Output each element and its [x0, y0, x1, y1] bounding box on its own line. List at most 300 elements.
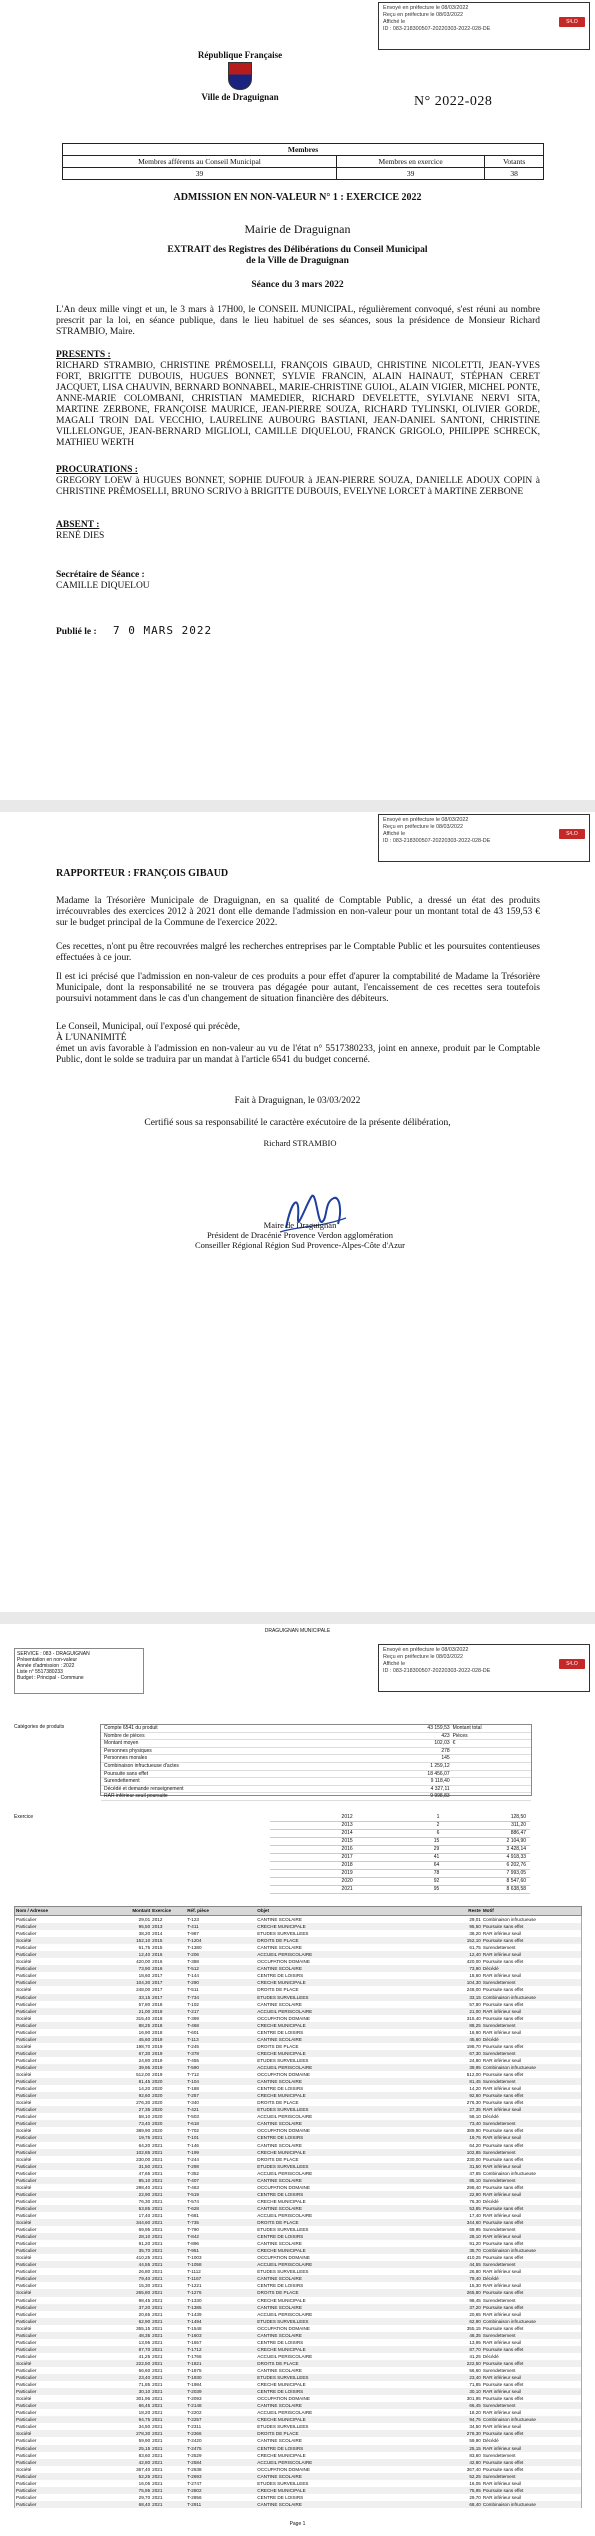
table-cell: T-298 [187, 2163, 199, 2169]
table-cell: 265,80 [466, 2290, 481, 2296]
top-reference: DRAGUIGNAN MUNICIPALE [264, 1628, 331, 1634]
year-cell: 2014 [341, 1830, 353, 1836]
table-cell: Particulier [16, 2114, 37, 2120]
year-cell: 95 [433, 1886, 440, 1892]
table-cell: T-399 [187, 2015, 199, 2021]
year-row [270, 1814, 530, 1822]
year-cell: 29 [433, 1846, 440, 1852]
table-cell: 48,35 [469, 2332, 481, 2338]
table-cell: CENTRE DE LOISIRS [257, 2135, 304, 2141]
table-cell: T-421 [187, 2107, 199, 2113]
table-cell: Décédé [482, 2438, 499, 2444]
table-cell: T-1821 [187, 2360, 202, 2366]
table-cell: OCCUPATION DOMAINE [257, 2325, 310, 2331]
table-cell: 56,60 [469, 2368, 481, 2373]
table-cell: 61,75 [138, 1945, 151, 1951]
table-cell: 2020 [152, 2093, 163, 2099]
table-cell: T-123 [187, 1917, 199, 1922]
table-cell: Particulier [16, 2234, 37, 2240]
table-cell: Particulier [16, 2170, 37, 2176]
summary-cell: Nombre de pièces [104, 1732, 145, 1739]
table-cell: 30,10 [469, 2389, 481, 2395]
grid-header [14, 1906, 582, 1916]
table-cell: 21,00 [138, 2008, 151, 2014]
table-cell: T-735 [187, 2220, 199, 2226]
table-cell: CRECHE MUNICIPALE [257, 2198, 306, 2204]
table-cell: 222,50 [466, 2360, 481, 2366]
table-cell: DROITS DE PLACE [257, 2043, 299, 2049]
table-cell: OCCUPATION DOMAINE [257, 1959, 310, 1965]
table-row [14, 2184, 582, 2191]
table-cell: 47,65 [469, 2170, 481, 2176]
table-cell: 64,20 [138, 2142, 151, 2148]
table-cell: 2021 [152, 2234, 163, 2240]
table-cell: ETUDES SURVEILLEES [257, 2163, 309, 2169]
table-cell: Particulier [16, 1924, 37, 1930]
table-cell: ACCUEIL PERISCOLAIRE [257, 2262, 313, 2268]
summary-cell: Montant moyen [104, 1740, 139, 1747]
table-cell: 2020 [152, 2107, 163, 2113]
table-cell: Combinaison infructueuse [482, 1917, 536, 1922]
table-cell: ETUDES SURVEILLEES [257, 2227, 309, 2233]
stamp-line: Envoyé en préfecture le 08/03/2022 [383, 5, 469, 11]
table-cell: OCCUPATION DOMAINE [257, 2466, 310, 2472]
table-cell: T-2529 [187, 2452, 202, 2458]
intro-paragraph: L'An deux mille vingt et un, le 3 mars à 17H00, le CONSEIL MUNICIPAL, régulièrement convoqué, s'est réuni au nombre prescrit par la loi, en séance publique, dans le lieu habituel de ses séances, sous la présidence de Monsieur Richard STRAMBIO, Maire. [56, 305, 540, 337]
table-cell: 17,40 [469, 2212, 481, 2218]
summary-label: Catégories de produits [14, 1724, 65, 1730]
table-cell: T-2856 [187, 2494, 202, 2500]
table-cell: Particulier [16, 2339, 37, 2345]
column-header: Montant [132, 1908, 151, 1913]
table-cell: CENTRE DE LOISIRS [257, 2339, 304, 2345]
table-cell: Surendettement [482, 2403, 516, 2409]
table-cell: 2021 [152, 2396, 163, 2402]
table-cell: 34,50 [469, 2424, 481, 2430]
document-title: ADMISSION EN NON-VALEUR N° 1 : EXERCICE 2022 [173, 192, 422, 203]
table-cell: 198,70 [136, 2043, 151, 2049]
table-row [14, 2289, 582, 2296]
summary-cell: 102,03 [434, 1740, 450, 1747]
table-cell: Poursuite sans effet [482, 2487, 524, 2493]
table-cell: 16,90 [469, 2029, 481, 2035]
table-cell: 2018 [152, 2029, 163, 2035]
signatory-titles [180, 1220, 420, 1250]
table-cell: Particulier [16, 2353, 37, 2359]
year-row [270, 1838, 530, 1846]
summary-cell: 423 [441, 1732, 450, 1739]
table-cell: 2021 [152, 2368, 163, 2373]
table-cell: 278,30 [466, 2431, 481, 2437]
table-cell: Particulier [16, 2212, 37, 2218]
table-row [14, 1951, 582, 1958]
table-cell: 83,60 [138, 2452, 151, 2458]
table-cell: 2021 [152, 2466, 163, 2472]
table-cell: 79,40 [138, 2276, 151, 2282]
table-cell: Poursuite sans effet [482, 2100, 524, 2106]
table-cell: Particulier [16, 2093, 37, 2099]
extrait-line: EXTRAIT des Registres des Délibérations du Conseil Municipal [167, 245, 428, 255]
procurations-list: GREGORY LOEW à HUGUES BONNET, SOPHIE DUFOUR à JEAN-PIERRE SOUZA, DANIELLE ADOUX COPIN à CHRISTINE PRÉMOSELLI, BRUNO SCRIVO à BRIGITTE DUBOUIS, EVELYNE LORCET à MARTINE ZERBONE [56, 476, 540, 497]
table-cell: Particulier [16, 2382, 37, 2388]
table-row [14, 2022, 582, 2029]
table-cell: Particulier [16, 2198, 37, 2204]
table-cell: T-601 [187, 2029, 199, 2035]
year-cell: 15 [433, 1838, 440, 1844]
table-cell: 512,00 [136, 2072, 151, 2078]
table-cell: 2021 [152, 2205, 163, 2211]
table-cell: 19,75 [138, 2135, 151, 2141]
table-cell: T-468 [187, 2022, 199, 2028]
table-cell: Particulier [16, 2375, 37, 2381]
table-cell: 30,10 [138, 2389, 151, 2395]
table-cell: T-2366 [187, 2431, 202, 2437]
year-cell: 7 993,05 [506, 1870, 527, 1876]
table-cell: RAR inférieur seuil [482, 2086, 522, 2092]
publie-date-stamp: 7 0 MARS 2022 [113, 624, 213, 637]
table-cell: 2020 [152, 2114, 163, 2120]
table-cell: Particulier [16, 1980, 37, 1986]
table-cell: CENTRE DE LOISIRS [257, 1973, 304, 1979]
table-cell: Surendettement [482, 2332, 516, 2338]
table-row [14, 2304, 582, 2311]
members-value: 39 [336, 168, 484, 180]
table-cell: T-681 [187, 2212, 199, 2218]
table-cell: RAR inférieur seuil [482, 2057, 522, 2063]
table-cell: T-618 [187, 2121, 199, 2127]
table-cell: 2020 [152, 2100, 163, 2106]
table-row [14, 1972, 582, 1979]
table-cell: T-2911 [187, 2501, 202, 2507]
table-cell: T-1984 [187, 2382, 202, 2388]
table-row [14, 2325, 582, 2332]
table-row [14, 2282, 582, 2289]
table-cell: T-1657 [187, 2339, 202, 2345]
signatory-title: Maire de Draguignan [263, 1220, 337, 1230]
table-cell: 23,40 [138, 2375, 151, 2381]
year-row [270, 1878, 530, 1886]
table-cell: ACCUEIL PERISCOLAIRE [257, 2008, 313, 2014]
table-cell: Surendettement [482, 2473, 516, 2479]
table-cell: 2021 [152, 2431, 163, 2437]
table-cell: CANTINE SCOLAIRE [257, 2177, 302, 2183]
table-cell: 344,60 [466, 2220, 481, 2226]
table-cell: 73,90 [469, 1966, 481, 1972]
table-cell: 39,95 [469, 2064, 481, 2070]
table-cell: T-1167 [187, 2276, 202, 2282]
year-row [270, 1854, 530, 1862]
summary-row [101, 1733, 531, 1741]
table-cell: Combinaison infructueuse [482, 2501, 536, 2507]
table-cell: DROITS DE PLACE [257, 2290, 299, 2296]
year-row [270, 1822, 530, 1830]
table-cell: Particulier [16, 1917, 37, 1922]
table-cell: 2020 [152, 2128, 163, 2134]
table-row [14, 2409, 582, 2416]
table-row [14, 1930, 582, 1937]
table-cell: Particulier [16, 2064, 37, 2070]
table-cell: DROITS DE PLACE [257, 1938, 299, 1944]
table-cell: T-1439 [187, 2311, 202, 2317]
table-row [14, 2029, 582, 2036]
prefecture-stamp [378, 2, 590, 50]
table-cell: 2021 [152, 2487, 163, 2493]
slo-badge: S²LO [559, 1659, 585, 1669]
table-cell: 389,90 [466, 2128, 481, 2134]
table-cell: 61,75 [469, 1945, 481, 1951]
table-cell: Société [16, 2255, 32, 2261]
service-line: SERVICE : 083 - DRAGUIGNAN [17, 1651, 90, 1657]
table-cell: Poursuite sans effet [482, 2093, 524, 2099]
stamp-line: Envoyé en préfecture le 08/03/2022 [383, 817, 469, 823]
table-cell: T-1548 [187, 2325, 202, 2331]
table-cell: 34,50 [138, 2424, 151, 2430]
table-cell: 420,00 [466, 1959, 481, 1965]
table-cell: 2021 [152, 2220, 163, 2226]
table-cell: 53,85 [138, 2205, 151, 2211]
table-cell: ETUDES SURVEILLEES [257, 1994, 309, 2000]
table-cell: Surendettement [482, 2177, 516, 2183]
table-row [14, 2142, 582, 2149]
table-cell: RAR inférieur seuil [482, 2283, 522, 2289]
paragraph-4: Le Conseil, Municipal, ouï l'exposé qui précède, [56, 1022, 241, 1032]
table-cell: RAR inférieur seuil [482, 2135, 522, 2141]
table-cell: 31,50 [469, 2163, 481, 2169]
table-cell: CENTRE DE LOISIRS [257, 2191, 304, 2197]
table-cell: 98,45 [469, 2297, 481, 2303]
members-col-header: Membres afférents au Conseil Municipal [63, 156, 337, 168]
table-cell: 56,60 [138, 2368, 151, 2373]
table-cell: T-257 [187, 2093, 199, 2099]
table-row [14, 2233, 582, 2240]
table-cell: 15,30 [469, 2283, 481, 2289]
table-cell: Particulier [16, 2241, 37, 2247]
table-cell: 2021 [152, 2438, 163, 2444]
table-cell: 2019 [152, 2043, 163, 2049]
table-cell: 27,35 [138, 2107, 151, 2113]
table-cell: DROITS DE PLACE [257, 2431, 299, 2437]
table-cell: T-2311 [187, 2424, 202, 2430]
table-row [14, 2078, 582, 2085]
table-cell: 44,55 [469, 2262, 481, 2268]
table-cell: T-2148 [187, 2403, 202, 2409]
table-cell: T-104 [187, 2079, 199, 2085]
table-cell: 21,00 [469, 2008, 481, 2014]
table-cell: 355,15 [136, 2325, 151, 2331]
table-cell: 58,10 [138, 2114, 151, 2120]
table-cell: 2018 [152, 2001, 163, 2007]
table-cell: 41,25 [469, 2353, 481, 2359]
year-cell: 2 104,90 [506, 1838, 527, 1844]
paragraph-5: émet un avis favorable à l'admission en non-valeur au vu de l'état n° 5517380233, joint en annexe, produit par le Comptable Public, dont le solde se traduira par un mandat à l'article 6541 du budget concerné. [56, 1044, 540, 1065]
table-row [14, 2113, 582, 2120]
summary-cell [450, 1786, 531, 1793]
presents-label: PRESENTS : [56, 350, 111, 360]
table-cell: CANTINE SCOLAIRE [257, 2142, 302, 2148]
table-cell: Surendettement [482, 2452, 516, 2458]
year-cell: 8 638,58 [506, 1886, 527, 1892]
table-cell: 2021 [152, 2170, 163, 2176]
table-cell: T-463 [187, 2184, 199, 2190]
table-cell: 95,50 [138, 1924, 151, 1930]
table-cell: T-1204 [187, 1938, 202, 1944]
table-cell: DROITS DE PLACE [257, 2220, 299, 2226]
table-cell: Poursuite sans effet [482, 2156, 524, 2162]
table-cell: CRECHE MUNICIPALE [257, 1924, 306, 1930]
column-header: Objet [257, 1908, 269, 1913]
table-cell: 14,20 [138, 2086, 151, 2092]
table-cell: ACCUEIL PERISCOLAIRE [257, 2212, 313, 2218]
table-cell: Poursuite sans effet [482, 2431, 524, 2437]
table-cell: Poursuite sans effet [482, 2304, 524, 2310]
table-cell: Société [16, 2290, 32, 2296]
table-cell: 73,40 [469, 2121, 481, 2127]
table-cell: 15,30 [138, 2283, 151, 2289]
table-cell: 102,85 [466, 2149, 481, 2155]
year-cell: 2019 [341, 1870, 353, 1876]
stamp-line: Envoyé en préfecture le 08/03/2022 [383, 1647, 469, 1653]
table-cell: CENTRE DE LOISIRS [257, 2234, 304, 2240]
table-cell: 31,50 [138, 2163, 151, 2169]
table-cell: Particulier [16, 2029, 37, 2035]
table-cell: RAR inférieur seuil [482, 2191, 522, 2197]
table-cell: 67,30 [138, 2050, 151, 2056]
table-cell: 2021 [152, 2212, 163, 2218]
table-cell: 26,80 [469, 2269, 481, 2275]
summary-cell: 4 327,11 [430, 1785, 450, 1792]
table-cell: Particulier [16, 2050, 37, 2056]
table-cell: 47,65 [138, 2170, 151, 2176]
table-cell: CANTINE SCOLAIRE [257, 2036, 302, 2042]
table-cell: CENTRE DE LOISIRS [257, 2389, 304, 2395]
table-cell: CANTINE SCOLAIRE [257, 2241, 302, 2247]
table-cell: Combinaison infructueuse [482, 2170, 536, 2176]
table-cell: Particulier [16, 2297, 37, 2303]
table-cell: T-2420 [187, 2438, 202, 2444]
year-cell: 2016 [341, 1846, 353, 1852]
table-cell: T-951 [187, 2248, 199, 2254]
table-cell: Particulier [16, 1966, 37, 1972]
stamp-line: Reçu en préfecture le 08/03/2022 [383, 824, 464, 830]
table-cell: Particulier [16, 2304, 37, 2310]
table-row [14, 1944, 582, 1951]
table-cell: 2021 [152, 2417, 163, 2423]
table-cell: Particulier [16, 2248, 37, 2254]
table-row [14, 1937, 582, 1944]
table-cell: Poursuite sans effet [482, 2142, 524, 2148]
year-row [270, 1862, 530, 1870]
table-cell: T-378 [187, 2050, 199, 2056]
table-cell: Particulier [16, 2368, 37, 2373]
table-cell: Surendettement [482, 2368, 516, 2373]
prefecture-stamp [378, 814, 590, 862]
table-cell: 102,85 [136, 2149, 151, 2155]
table-cell: 75,95 [469, 2487, 481, 2493]
table-cell: 410,25 [466, 2255, 481, 2261]
table-cell: 29,70 [469, 2494, 481, 2500]
city-label: Ville de Draguignan [201, 92, 279, 102]
summary-cell: Combinaison infructueuse d'actes [104, 1762, 179, 1769]
year-cell: 1 [436, 1814, 440, 1820]
deliberation-number: N° 2022-028 [414, 94, 493, 109]
table-cell: 13,95 [469, 2339, 481, 2345]
table-row [14, 2311, 582, 2318]
table-row [14, 2437, 582, 2444]
table-cell: Particulier [16, 2107, 37, 2113]
table-cell: 85,10 [138, 2177, 151, 2183]
table-cell: 88,25 [469, 2022, 481, 2028]
summary-row [101, 1778, 531, 1786]
table-row [14, 2050, 582, 2057]
table-cell: T-2747 [187, 2480, 202, 2486]
publie-label: Publié le : [56, 627, 97, 637]
table-cell: T-2202 [187, 2410, 202, 2416]
table-cell: RAR inférieur seuil [482, 2234, 522, 2240]
table-cell: Surendettement [482, 2297, 516, 2303]
table-cell: 315,40 [136, 2015, 151, 2021]
table-cell: 2021 [152, 2269, 163, 2275]
table-cell: Particulier [16, 2121, 37, 2127]
table-cell: 230,00 [466, 2156, 481, 2162]
table-cell: 35,70 [469, 2248, 481, 2254]
table-row [14, 2163, 582, 2170]
table-row [14, 2430, 582, 2437]
table-cell: T-340 [187, 2100, 199, 2106]
table-cell: 2014 [152, 1931, 163, 1937]
table-cell: 2016 [152, 1959, 163, 1965]
summary-row [101, 1771, 531, 1779]
table-cell: 81,45 [469, 2079, 481, 2085]
members-value: 38 [485, 168, 544, 180]
table-cell: 94,75 [138, 2417, 151, 2423]
members-table [62, 143, 544, 180]
table-cell: 16,05 [138, 2480, 151, 2486]
letterhead [180, 50, 300, 102]
table-cell: T-455 [187, 2057, 199, 2063]
table-cell: 20,65 [469, 2311, 481, 2317]
table-cell: 2019 [152, 2050, 163, 2056]
table-cell: 2018 [152, 2015, 163, 2021]
signatory-title: Président de Dracénie Provence Verdon agglomération [206, 1230, 394, 1240]
table-cell: CANTINE SCOLAIRE [257, 2438, 302, 2444]
summary-cell [450, 1763, 531, 1770]
table-cell: 37,20 [138, 2304, 151, 2310]
table-row [14, 2205, 582, 2212]
table-cell: CANTINE SCOLAIRE [257, 2121, 302, 2127]
table-cell: 38,20 [469, 1931, 481, 1937]
table-cell: 39,95 [138, 2064, 151, 2070]
table-cell: CANTINE SCOLAIRE [257, 2403, 302, 2409]
table-cell: RAR inférieur seuil [482, 2029, 522, 2035]
table-row [14, 2240, 582, 2247]
table-cell: T-206 [187, 1952, 199, 1958]
table-cell: T-2093 [187, 2396, 202, 2402]
year-cell: 2018 [341, 1862, 353, 1868]
table-cell: Particulier [16, 2008, 37, 2014]
table-cell: 75,95 [138, 2487, 151, 2493]
table-cell: 44,55 [138, 2262, 151, 2268]
table-cell: ACCUEIL PERISCOLAIRE [257, 2114, 313, 2120]
table-cell: 230,00 [136, 2156, 151, 2162]
table-cell: RAR inférieur seuil [482, 2339, 522, 2345]
table-cell: T-702 [187, 2128, 199, 2134]
column-header: Réf. pièce [187, 1908, 209, 1913]
table-cell: T-842 [187, 2234, 199, 2240]
summary-cell: 9 998,83 [430, 1793, 450, 1800]
table-cell: 2021 [152, 2191, 163, 2197]
members-caption: Membres [63, 144, 544, 156]
table-cell: 2021 [152, 2332, 163, 2338]
